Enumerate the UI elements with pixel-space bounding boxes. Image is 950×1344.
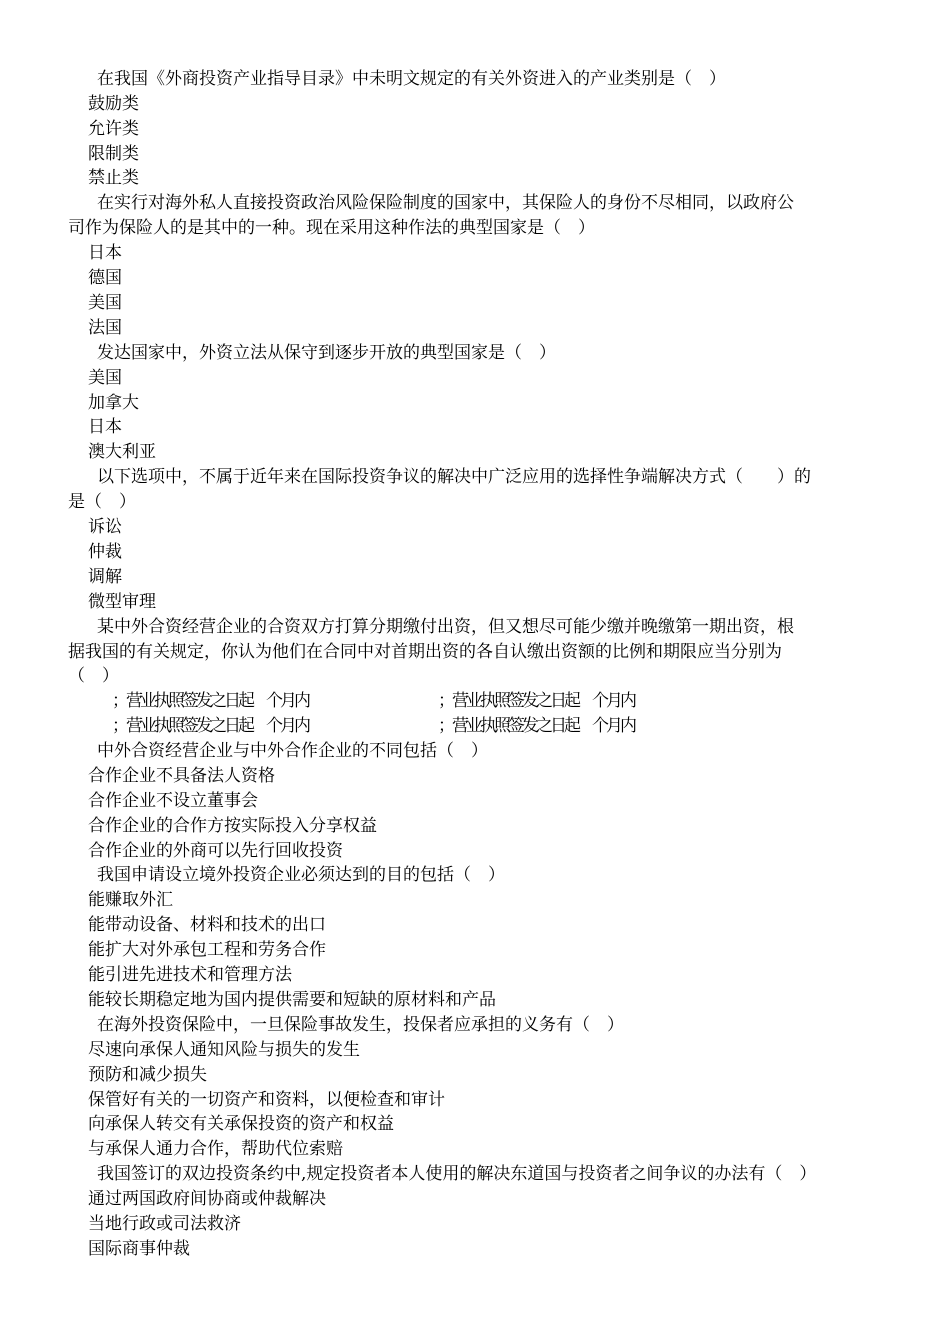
question-4-option: 微型审理: [88, 592, 156, 612]
question-5-option: ；营业执照签发之日起 个月内: [112, 716, 308, 736]
question-9-option: 国际商事仲裁: [88, 1239, 190, 1259]
question-7-stem: 我国申请设立境外投资企业必须达到的目的包括（ ）: [97, 865, 505, 885]
question-2-stem: 在实行对海外私人直接投资政治风险保险制度的国家中，其保险人的身份不尽相同，以政府公: [97, 193, 794, 213]
question-5-option: ；营业执照签发之日起 个月内: [438, 716, 634, 736]
question-6-stem: 中外合资经营企业与中外合作企业的不同包括（ ）: [97, 741, 488, 761]
question-9-stem: 我国签订的双边投资条约中,规定投资者本人使用的解决东道国与投资者之间争议的办法有（ ）: [97, 1164, 817, 1184]
question-1-stem: 在我国《外商投资产业指导目录》中未明文规定的有关外资进入的产业类别是（ ）: [97, 69, 726, 89]
question-7-option: 能扩大对外承包工程和劳务合作: [88, 940, 326, 960]
question-7-option: 能带动设备、材料和技术的出口: [88, 915, 326, 935]
question-4-option: 调解: [88, 567, 122, 587]
question-2-stem-cont: 司作为保险人的是其中的一种。现在采用这种作法的典型国家是（ ）: [68, 218, 595, 238]
question-4-stem-cont: 是（ ）: [68, 492, 136, 512]
question-6-option: 合作企业的合作方按实际投入分享权益: [88, 816, 377, 836]
question-3-option: 日本: [88, 417, 122, 437]
question-8-option: 尽速向承保人通知风险与损失的发生: [88, 1040, 360, 1060]
question-2-option: 美国: [88, 293, 122, 313]
question-7-option: 能赚取外汇: [88, 890, 173, 910]
question-5-stem-cont: 据我国的有关规定，你认为他们在合同中对首期出资的各自认缴出资额的比例和期限应当分别为: [68, 642, 782, 662]
question-2-option: 德国: [88, 268, 122, 288]
question-5-option: ；营业执照签发之日起 个月内: [112, 691, 308, 711]
question-9-option: 当地行政或司法救济: [88, 1214, 241, 1234]
question-5-stem-cont: （ ）: [68, 666, 119, 686]
question-8-option: 保管好有关的一切资产和资料，以便检查和审计: [88, 1090, 445, 1110]
question-9-option: 通过两国政府间协商或仲裁解决: [88, 1189, 326, 1209]
question-8-stem: 在海外投资保险中，一旦保险事故发生，投保者应承担的义务有（ ）: [97, 1015, 624, 1035]
question-4-option: 仲裁: [88, 542, 122, 562]
question-4-stem: 以下选项中，不属于近年来在国际投资争议的解决中广泛应用的选择性争端解决方式（ ）的: [97, 467, 811, 487]
question-1-option: 禁止类: [88, 168, 139, 188]
question-5-stem: 某中外合资经营企业的合资双方打算分期缴付出资，但又想尽可能少缴并晚缴第一期出资，根: [97, 617, 794, 637]
question-3-option: 美国: [88, 368, 122, 388]
question-1-option: 鼓励类: [88, 94, 139, 114]
question-1-option: 允许类: [88, 119, 139, 139]
question-7-option: 能引进先进技术和管理方法: [88, 965, 292, 985]
question-8-option: 向承保人转交有关承保投资的资产和权益: [88, 1114, 394, 1134]
question-8-option: 预防和减少损失: [88, 1065, 207, 1085]
question-8-option: 与承保人通力合作，帮助代位索赔: [88, 1139, 343, 1159]
question-1-option: 限制类: [88, 144, 139, 164]
question-2-option: 日本: [88, 243, 122, 263]
question-3-option: 澳大利亚: [88, 442, 156, 462]
question-5-option-row: [0, 714, 950, 738]
question-4-option: 诉讼: [88, 517, 122, 537]
question-6-option: 合作企业不具备法人资格: [88, 766, 275, 786]
question-5-option-row: [0, 689, 950, 713]
question-3-stem: 发达国家中，外资立法从保守到逐步开放的典型国家是（ ）: [97, 343, 556, 363]
question-3-option: 加拿大: [88, 393, 139, 413]
question-6-option: 合作企业的外商可以先行回收投资: [88, 841, 343, 861]
question-6-option: 合作企业不设立董事会: [88, 791, 258, 811]
question-7-option: 能较长期稳定地为国内提供需要和短缺的原材料和产品: [88, 990, 496, 1010]
question-5-option: ；营业执照签发之日起 个月内: [438, 691, 634, 711]
question-2-option: 法国: [88, 318, 122, 338]
